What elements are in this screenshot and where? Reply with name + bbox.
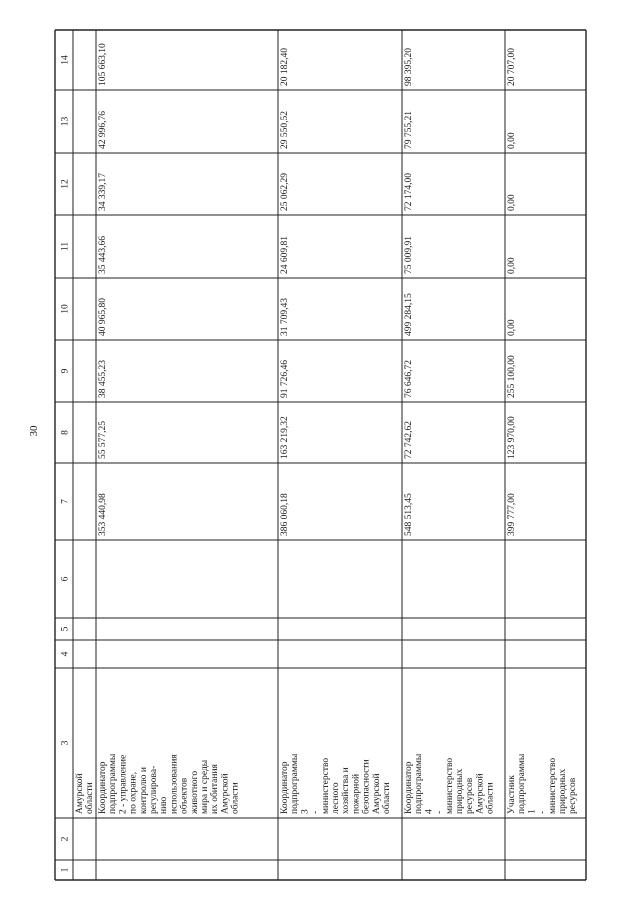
row-1-value-col-13: 42 996,76 <box>98 111 108 149</box>
row-1-participant-line: регулирова- <box>149 765 159 814</box>
row-2-participant-line: - <box>310 810 321 814</box>
row-2-participant-line: Амурской <box>371 773 382 814</box>
continuation-text-line: Амурской <box>75 773 85 814</box>
row-2-participant-line: подпрограммы <box>290 753 301 814</box>
row-3-participant-line: министерство <box>444 757 455 814</box>
row-3-participant-line: Амурской <box>475 773 486 814</box>
row-4-participant-line: природных <box>558 768 568 814</box>
row-3-participant-line: области <box>485 782 496 814</box>
column-number-5: 5 <box>60 626 71 632</box>
column-number-14: 14 <box>60 55 71 65</box>
row-2-participant-line: пожарной <box>351 773 362 814</box>
page-number: 30 <box>28 425 40 437</box>
row-4-value-col-8: 123 970,00 <box>507 416 517 459</box>
row-1-value-col-12: 34 339,17 <box>98 173 108 211</box>
row-2-participant-line: области <box>382 782 392 814</box>
row-3-participant-line: природных <box>455 768 465 814</box>
row-1-participant-line: использования <box>169 754 180 814</box>
column-number-4: 4 <box>60 651 71 657</box>
row-1-participant-line: их обитания <box>210 764 221 814</box>
row-4-value-col-11: 0,00 <box>507 257 517 274</box>
row-1-participant-line: Координатор <box>98 761 108 814</box>
row-3-participant-line: - <box>434 810 445 814</box>
row-4-participant-line: ресурсов <box>568 777 579 814</box>
row-1-participant-line: животного <box>189 770 200 814</box>
row-1-participant-line: нию <box>159 796 170 814</box>
table-cells <box>74 43 578 815</box>
row-2-value-col-10: 31 709,43 <box>280 298 290 336</box>
row-1-value-col-14: 105 663,10 <box>98 43 108 86</box>
row-2-participant-line: безопасности <box>361 759 372 814</box>
row-1-participant-line: объектов <box>179 777 190 814</box>
row-3-value-col-14: 98 395,20 <box>404 48 414 86</box>
column-number-8: 8 <box>60 430 71 435</box>
row-3-participant-line: 4 <box>424 809 435 814</box>
row-4-value-col-14: 20 707,00 <box>507 48 517 86</box>
row-2-value-col-12: 25 062,29 <box>280 173 290 211</box>
row-2-participant-line: Координатор <box>280 761 290 814</box>
row-2-value-col-8: 163 219,32 <box>280 416 290 459</box>
row-2-value-col-14: 20 182,40 <box>280 48 290 86</box>
row-1-participant-line: контролю и <box>138 767 149 814</box>
column-number-13: 13 <box>60 116 71 127</box>
row-1-value-col-8: 55 577,25 <box>98 421 108 459</box>
row-1-participant-line: 2 - управление <box>118 754 129 814</box>
row-4-participant-line: Участник <box>507 775 517 814</box>
row-1-participant-line: области <box>230 782 241 814</box>
row-3-value-col-9: 76 646,72 <box>404 360 414 398</box>
row-3-value-col-13: 79 755,21 <box>404 111 414 149</box>
row-2-value-col-13: 29 550,52 <box>280 111 290 149</box>
column-number-header <box>61 55 71 872</box>
row-4-participant-line: министерство <box>547 757 558 814</box>
row-2-participant-line: 3 <box>300 809 311 814</box>
row-2-participant-line: хозяйства и <box>341 767 352 814</box>
row-1-value-col-11: 35 443,66 <box>98 236 108 274</box>
row-2-participant-line: министерство <box>320 757 331 814</box>
row-4-value-col-12: 0,00 <box>507 194 517 211</box>
column-number-6: 6 <box>60 576 71 582</box>
row-1-participant-line: мира и среды <box>200 759 210 814</box>
continuation-text-line: области <box>85 782 96 814</box>
column-number-12: 12 <box>60 179 71 189</box>
row-1-value-col-7: 353 440,98 <box>98 493 108 536</box>
row-2-value-col-9: 91 726,46 <box>280 360 290 398</box>
row-2-value-col-11: 24 609,81 <box>280 236 290 274</box>
column-number-1: 1 <box>60 867 71 873</box>
row-1-value-col-9: 38 455,23 <box>98 360 108 398</box>
row-3-value-col-11: 75 009,91 <box>404 236 414 274</box>
row-1-participant-line: по охране, <box>128 771 139 814</box>
column-number-9: 9 <box>60 368 71 374</box>
row-4-participant-line: 1 <box>527 809 538 814</box>
row-3-value-col-10: 499 284,15 <box>404 293 414 336</box>
row-3-participant-line: Координатор <box>404 761 414 814</box>
row-3-participant-line: подпрограммы <box>414 753 425 814</box>
column-number-7: 7 <box>60 499 71 504</box>
row-3-value-col-12: 72 174,00 <box>404 173 414 211</box>
column-number-10: 10 <box>60 304 71 314</box>
row-2-participant-line: лесного <box>331 782 341 814</box>
row-4-value-col-13: 0,00 <box>507 132 517 149</box>
row-4-value-col-7: 399 777,00 <box>507 493 517 536</box>
row-1-participant-line: Амурской <box>220 773 231 814</box>
row-1-participant-line: подпрограммы <box>108 753 119 814</box>
row-4-value-col-10: 0,00 <box>507 319 517 336</box>
column-number-3: 3 <box>60 740 71 746</box>
row-2-value-col-7: 386 060,18 <box>280 493 290 536</box>
row-3-value-col-7: 548 513,45 <box>404 493 414 536</box>
column-number-2: 2 <box>60 836 71 842</box>
row-1-value-col-10: 40 965,80 <box>98 298 108 336</box>
row-4-participant-line: подпрограммы <box>517 753 528 814</box>
column-number-11: 11 <box>60 241 71 252</box>
row-3-participant-line: ресурсов <box>465 777 476 814</box>
row-3-value-col-8: 72 742,62 <box>404 421 414 459</box>
row-4-value-col-9: 255 100,00 <box>507 355 517 398</box>
row-4-participant-line: - <box>537 810 548 814</box>
